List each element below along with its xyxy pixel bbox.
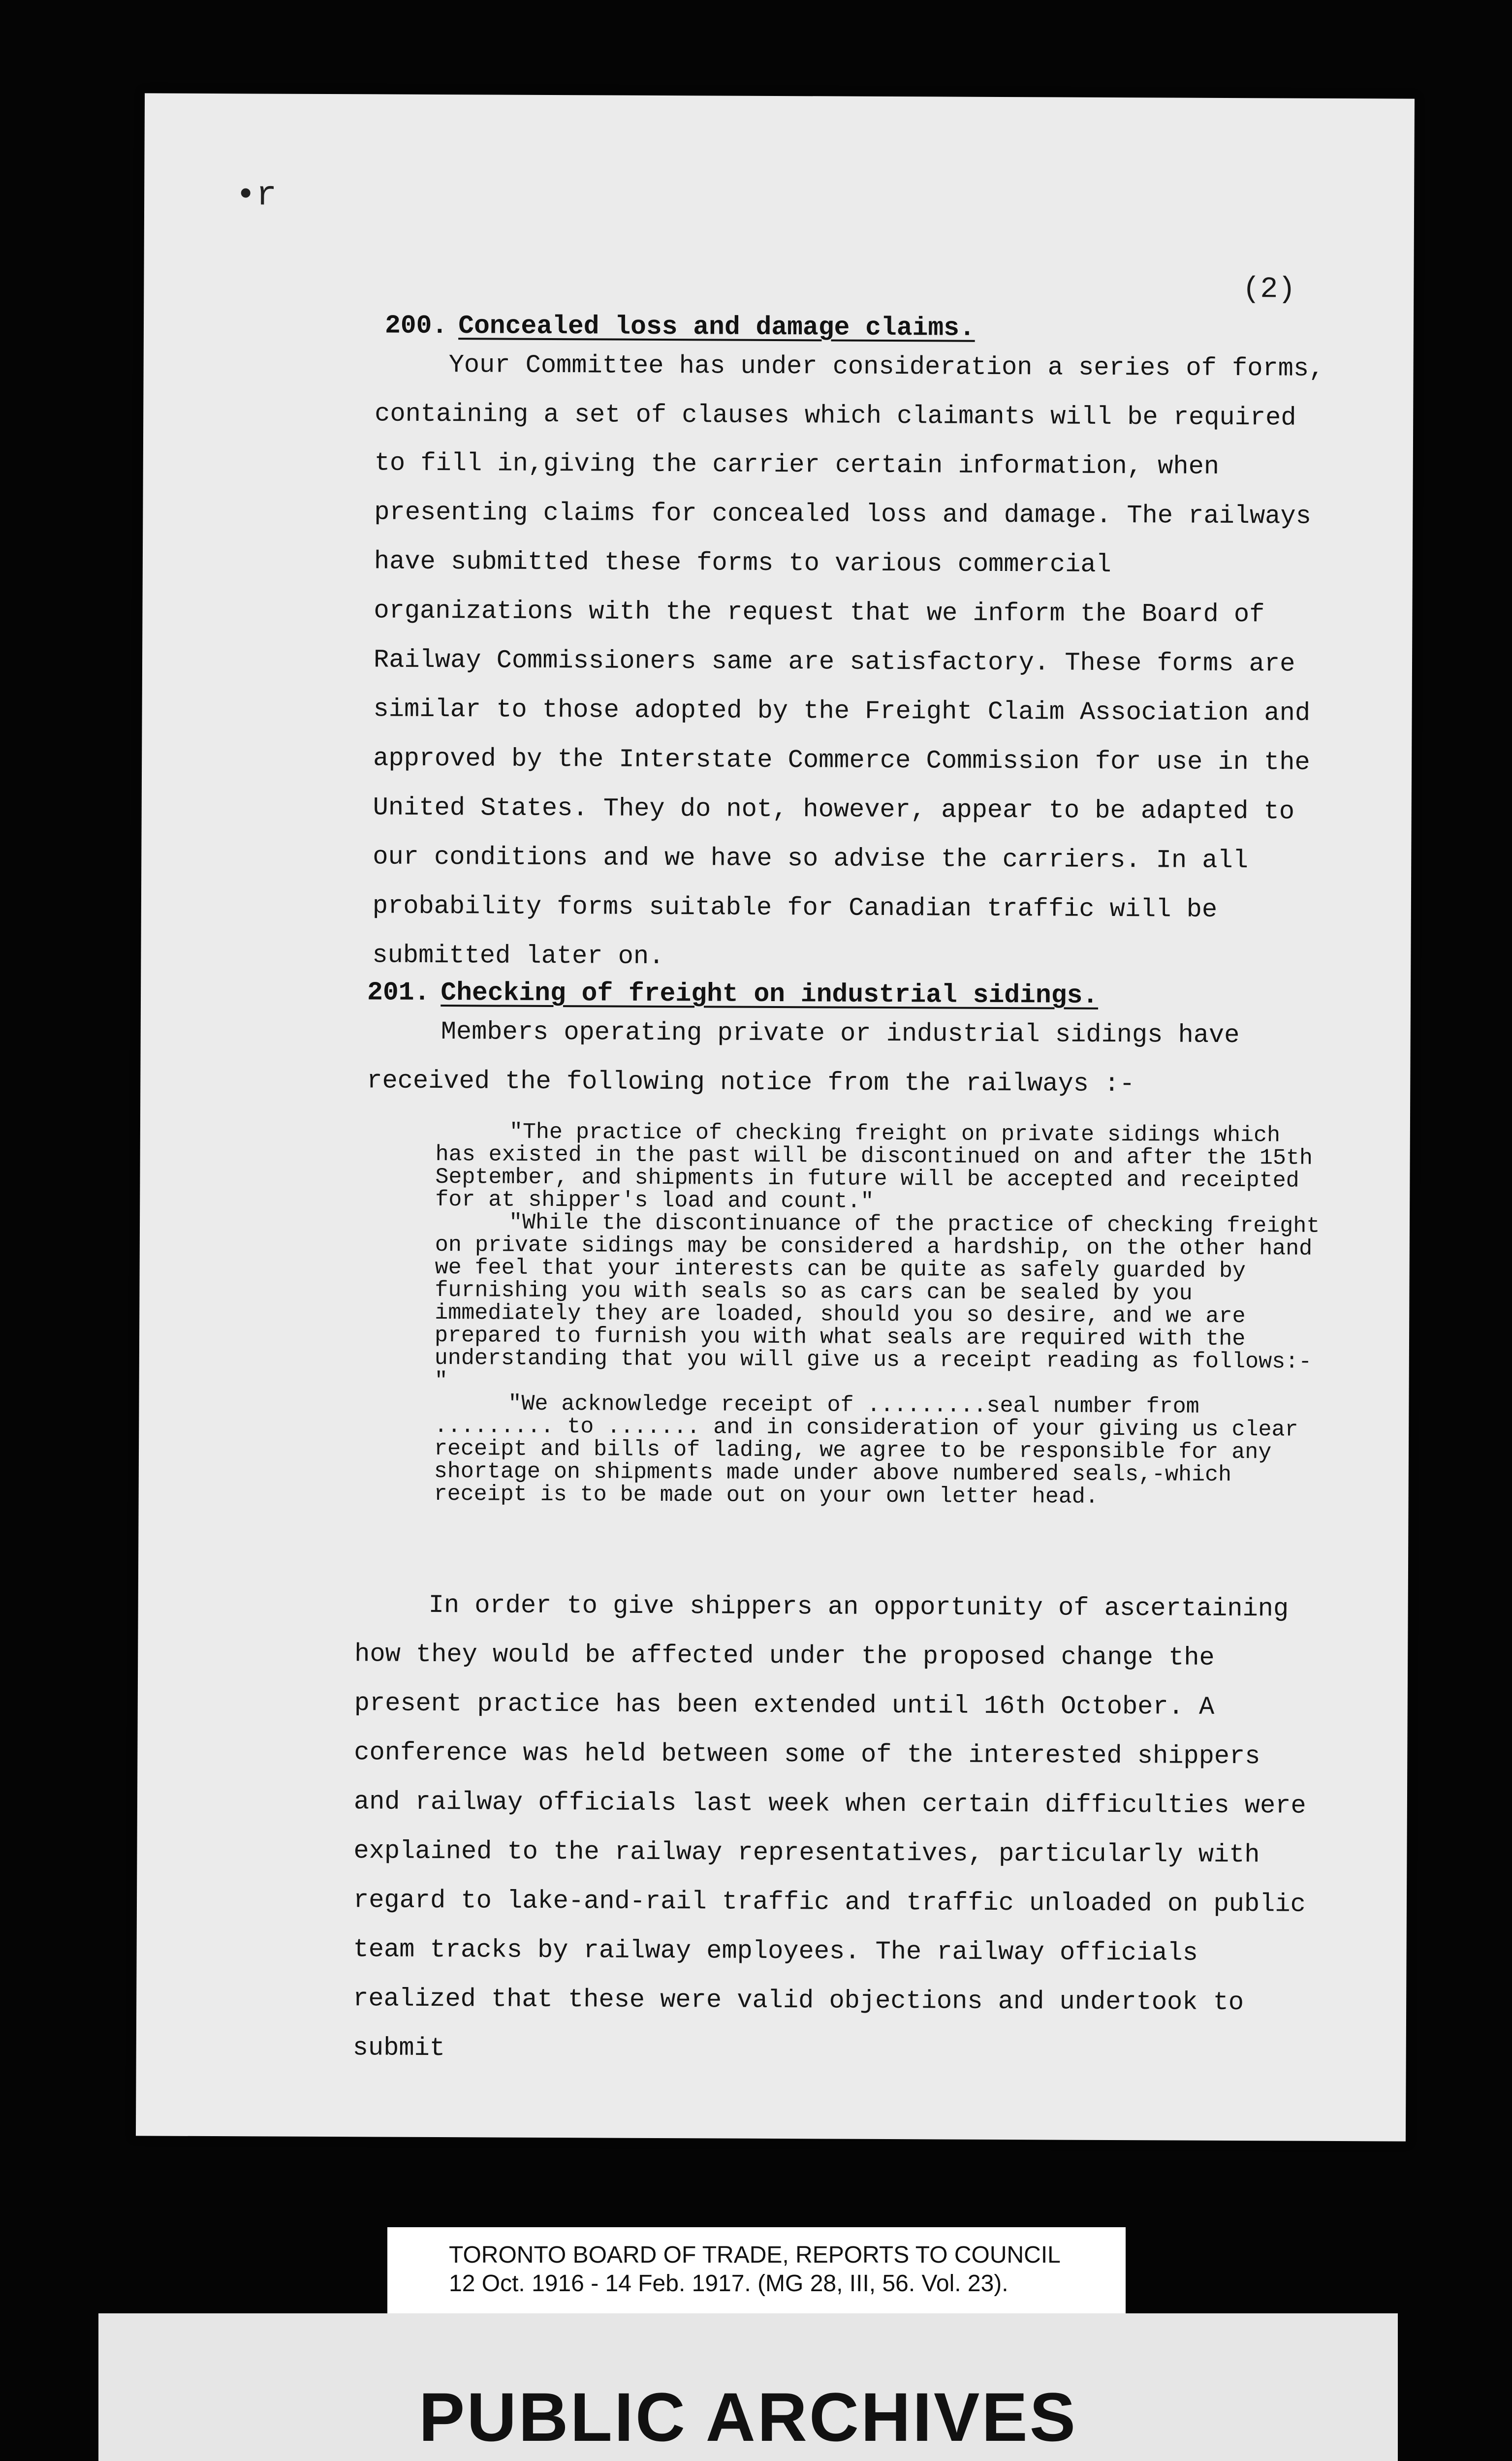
railway-notice-quote (434, 1121, 1322, 1510)
quote-paragraph-3: "We acknowledge receipt of .........seal number from ......... to ....... and in consideration of your giving us clear receipt and bills of lading, we agree to be responsible for any shortage on shipments made under above numbered seals,-which receipt is to be made out on your own letter head. (434, 1391, 1298, 1510)
archive-reference-label (387, 2227, 1126, 2313)
stamp-line-1: PUBLIC ARCHIVES (418, 2378, 1078, 2456)
label-line-1: TORONTO BOARD OF TRADE, REPORTS TO COUNCIL (449, 2242, 1061, 2268)
section-200-paragraph: Your Committee has under consideration a series of forms, containing a set of clauses which claimants will be required to fill in,giving the carrier certain information, when presenting claims for concealed loss and damage. The railways have submitted these forms to various commercial organizations with the request that we inform the Board of Railway Commissioners same are satisfactory. These forms are similar to those adopted by the Freight Claim Association and approved by the Interstate Commerce Commission for use in the United States. They do not, however, appear to be adapted to our conditions and we have so advise the carriers. In all probability forms suitable for Canadian traffic will be submitted later on. (372, 350, 1324, 972)
section-201-heading (367, 978, 1098, 1010)
archive-stamp (98, 2313, 1398, 2461)
page-number: (2) (1242, 273, 1296, 307)
section-201-title: Checking of freight on industrial sidings. (441, 978, 1099, 1010)
section-200-number: 200. (384, 311, 448, 341)
quote-paragraph-1: "The practice of checking freight on private sidings which has existed in the past will be discontinued on and after the 15th September, and shipments in future will be accepted and receipted for at shipper's load and count." (435, 1119, 1313, 1214)
quote-paragraph-2: "While the discontinuance of the practice of checking freight on private sidings may be considered a hardship, on the other hand we feel that your interests can be quite as safely guarded by furnishing you with seals so as cars can be sealed by you immediately they are loaded, should you so desire, and we are prepared to furnish you with what seals are required with the understanding that you will give us a receipt reading as follows:-" (434, 1210, 1320, 1394)
label-line-2: 12 Oct. 1916 - 14 Feb. 1917. (MG 28, III, 56. Vol. 23). (449, 2271, 1008, 2297)
corner-mark: •r (235, 176, 277, 216)
section-200-title: Concealed loss and damage claims. (458, 311, 975, 343)
section-201-closing: In order to give shippers an opportunity of ascertaining how they would be affected under the proposed change the present practice has been extended until 16th October. A conference was held between some of the interested shippers and railway officials last week when certain difficulties were explained to the railway representatives, particularly with regard to lake-and-rail traffic and traffic unloaded on public team tracks by railway employees. The railway officials realized that these were valid objections and undertook to submit (352, 1590, 1306, 2063)
section-201-intro: Members operating private or industrial sidings have received the following notice from the railways :- (367, 1017, 1240, 1099)
section-201-number: 201. (367, 978, 430, 1008)
section-200-heading (385, 311, 975, 343)
document-page (136, 93, 1415, 2141)
